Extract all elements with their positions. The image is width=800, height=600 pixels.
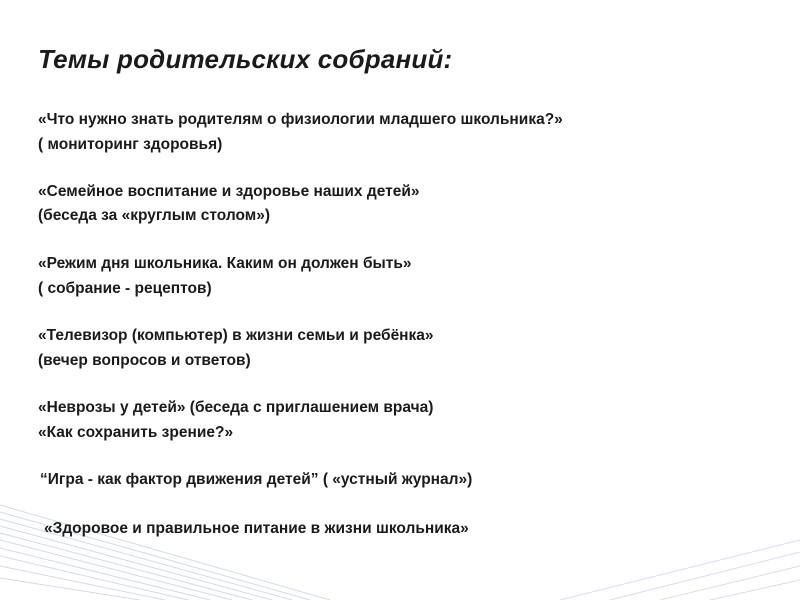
topic-line-1-subtitle: ( мониторинг здоровья) (38, 136, 223, 153)
topic-line-6: «Как сохранить зрение?» (38, 424, 234, 441)
topic-line-3: «Режим дня школьника. Каким он должен быть» (38, 255, 412, 272)
topic-line-4-subtitle: (вечер вопросов и ответов) (38, 352, 251, 369)
topic-line-4: «Телевизор (компьютер) в жизни семьи и ребёнка» (38, 327, 434, 344)
slide-title: Темы родительских собраний: (38, 44, 453, 74)
topic-line-2-subtitle: (беседа за «круглым столом») (38, 207, 271, 224)
topic-line-1: «Что нужно знать родителям о физиологии младшего школьника?» (38, 111, 563, 128)
topic-line-5: «Неврозы у детей» (беседа с приглашением врача) (38, 399, 434, 416)
topic-line-2: «Семейное воспитание и здоровье наших детей» (38, 183, 420, 200)
topic-line-3-subtitle: ( собрание - рецептов) (38, 280, 212, 297)
topic-line-7: “Игра - как фактор движения детей” ( «устный журнал») (40, 471, 473, 488)
topic-line-8: «Здоровое и правильное питание в жизни школьника» (44, 520, 469, 537)
